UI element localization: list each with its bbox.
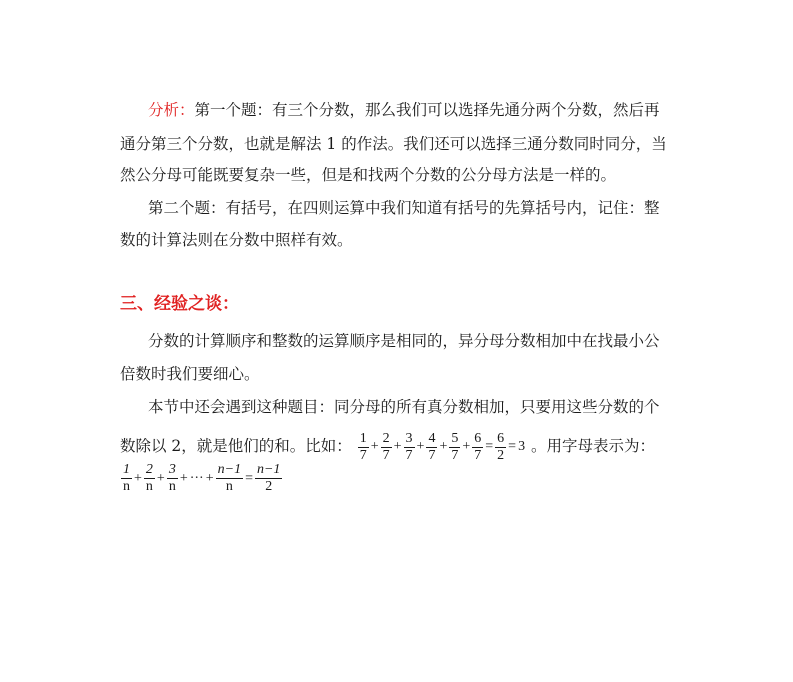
formula-fraction-2-numerator: 2 — [145, 462, 153, 477]
experience-line-3: 本节中还会遇到这种题目：同分母的所有真分数相加，只要用这些分数的个 — [148, 398, 660, 416]
analysis-text-1: 第一个题：有三个分数，那么我们可以选择先通分两个分数，然后再 — [194, 101, 660, 119]
formula-fraction-n — [216, 462, 243, 495]
formula-fraction-1 — [121, 462, 132, 495]
equals-sign: = — [245, 470, 253, 486]
plus-sign: + — [205, 470, 214, 486]
formula-fraction-n-numerator: n−1 — [217, 462, 242, 477]
plus-sign: + — [462, 439, 471, 455]
example-fraction — [426, 431, 437, 464]
formula-fraction-1-denominator: n — [123, 479, 130, 494]
analysis-line-5: 数的计算法则在分数中照样有效。 — [120, 231, 353, 249]
equals-sign: = — [508, 439, 517, 455]
formula-result-fraction-denominator: 2 — [265, 479, 273, 494]
plus-sign: + — [179, 470, 188, 486]
example-fraction — [472, 431, 483, 464]
analysis-label: 分析： — [148, 101, 195, 119]
example-fraction-numerator: 6 — [474, 430, 482, 446]
example-fraction-denominator: 7 — [359, 447, 367, 463]
formula-fraction-3 — [167, 462, 178, 495]
formula-fraction-1-numerator: 1 — [123, 462, 130, 477]
plus-sign: + — [416, 439, 425, 455]
example-fraction-numerator: 5 — [451, 430, 459, 446]
formula-fraction-n-denominator: n — [225, 479, 233, 494]
example-fraction-denominator: 7 — [405, 447, 413, 463]
example-suffix: 。用字母表示为： — [531, 437, 656, 455]
plus-sign: + — [370, 439, 379, 455]
ellipsis: ··· — [189, 470, 204, 486]
experience-line-2: 倍数时我们要细心。 — [120, 365, 260, 383]
example-fraction-numerator: 2 — [382, 430, 390, 446]
general-formula — [120, 462, 283, 502]
example-result-value: 3 — [518, 439, 526, 455]
plus-sign: + — [134, 470, 142, 486]
example-fraction-denominator: 7 — [382, 447, 390, 463]
analysis-line-1 — [148, 100, 660, 120]
example-prefix: 数除以 2，就是他们的和。比如： — [120, 437, 352, 455]
formula-fraction-3-numerator: 3 — [168, 462, 176, 477]
equals-sign: = — [485, 439, 494, 455]
plus-sign: + — [156, 470, 165, 486]
analysis-line-3: 然公分母可能既要复杂一些，但是和找两个分数的公分母方法是一样的。 — [120, 166, 617, 184]
example-fraction — [358, 431, 369, 464]
formula-fraction-2 — [144, 462, 155, 495]
example-fraction-denominator: 7 — [428, 447, 436, 463]
analysis-line-2: 通分第三个分数，也就是解法 1 的作法。我们还可以选择三通分数同时同分，当 — [120, 135, 667, 153]
formula-fraction-2-denominator: n — [145, 479, 153, 494]
example-fraction-numerator: 4 — [428, 430, 436, 446]
analysis-line-4: 第二个题：有括号，在四则运算中我们知道有括号的先算括号内，记住：整 — [148, 199, 660, 217]
example-fraction-denominator: 7 — [451, 447, 459, 463]
example-fraction-denominator: 7 — [474, 447, 482, 463]
example-fraction — [449, 431, 460, 464]
example-fraction-numerator: 1 — [359, 430, 367, 446]
section-heading: 三、经验之谈： — [120, 294, 239, 314]
example-fraction — [381, 431, 392, 464]
experience-line-1: 分数的计算顺序和整数的运算顺序是相同的，异分母分数相加中在找最小公 — [148, 332, 660, 350]
example-fraction — [404, 431, 415, 464]
example-fraction-numerator: 3 — [405, 430, 413, 446]
example-result-fraction-numerator: 6 — [497, 430, 505, 446]
plus-sign: + — [393, 439, 402, 455]
plus-sign: + — [439, 439, 448, 455]
example-equation — [357, 429, 526, 465]
formula-result-fraction-numerator: n−1 — [256, 462, 281, 477]
example-result-fraction-denominator: 2 — [497, 447, 505, 463]
formula-fraction-3-denominator: n — [168, 479, 176, 494]
example-result-fraction — [495, 431, 506, 464]
formula-result-fraction — [255, 462, 282, 495]
